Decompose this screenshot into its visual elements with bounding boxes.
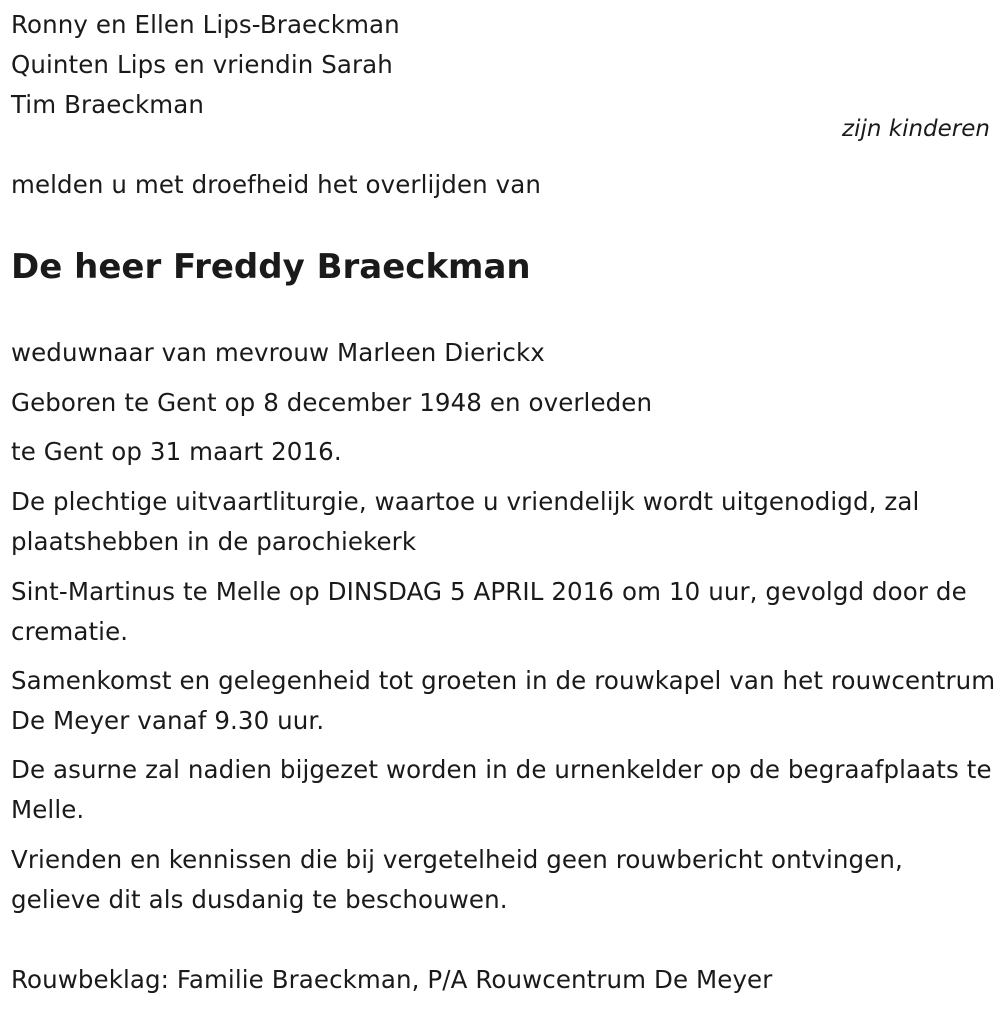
church-paragraph: Sint-Martinus te Melle op DINSDAG 5 APRIL 2016 om 10 uur, gevolgd door de crematie. bbox=[11, 577, 967, 646]
family-line-2: Quinten Lips en vriendin Sarah bbox=[11, 50, 393, 79]
friends-paragraph: Vrienden en kennissen die bij vergetelheid geen rouwbericht ontvingen, gelieve dit als dusdanig te beschouwen. bbox=[11, 845, 903, 914]
condolences-text: Rouwbeklag: Familie Braeckman, P/A Rouwcentrum De Meyer bbox=[11, 965, 773, 994]
family-line-3: Tim Braeckman bbox=[11, 90, 205, 119]
gathering-paragraph: Samenkomst en gelegenheid tot groeten in de rouwkapel van het rouwcentrum De Meyer vanaf 9.30 uur. bbox=[11, 666, 996, 735]
liturgy-paragraph: De plechtige uitvaartliturgie, waartoe u vriendelijk wordt uitgenodigd, zal plaatshebben in de parochiekerk bbox=[11, 487, 920, 556]
spouse-text: weduwnaar van mevrouw Marleen Dierickx bbox=[11, 338, 545, 367]
died-text: te Gent op 31 maart 2016. bbox=[11, 437, 342, 466]
born-text: Geboren te Gent op 8 december 1948 en overleden bbox=[11, 388, 653, 417]
urn-paragraph: De asurne zal nadien bijgezet worden in de urnenkelder op de begraafplaats te Melle. bbox=[11, 755, 992, 824]
children-label: zijn kinderen bbox=[842, 116, 990, 142]
deceased-name: De heer Freddy Braeckman bbox=[11, 247, 531, 287]
announcement-text: melden u met droefheid het overlijden van bbox=[11, 170, 541, 199]
family-line-1: Ronny en Ellen Lips-Braeckman bbox=[11, 10, 400, 39]
